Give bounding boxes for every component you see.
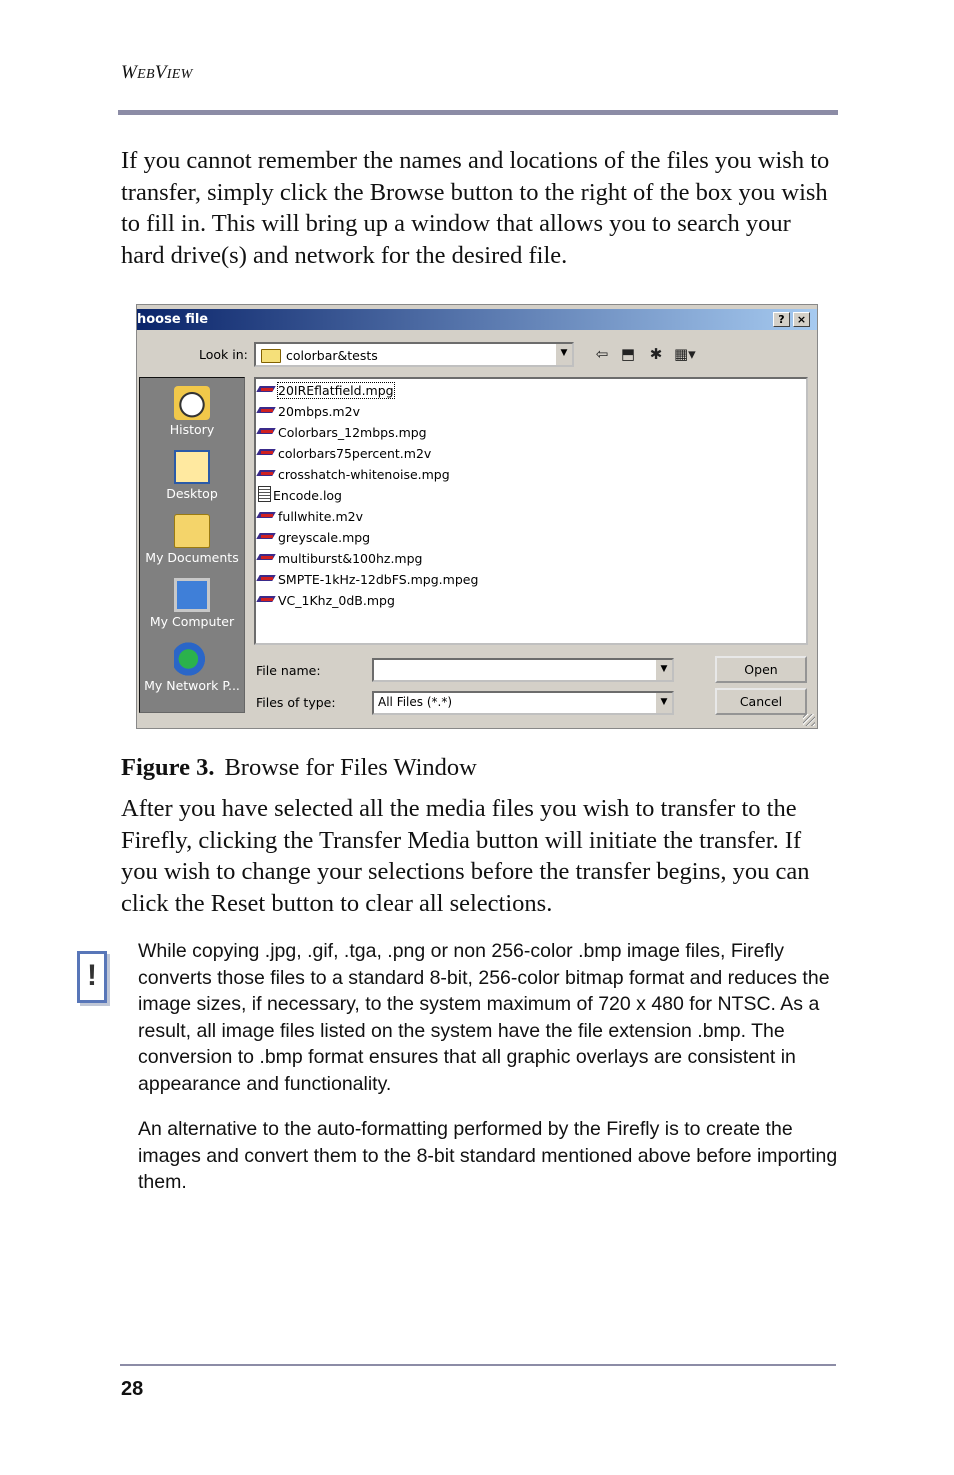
place-label: My Computer bbox=[149, 614, 235, 629]
media-file-icon bbox=[258, 425, 276, 439]
figure-caption-text: Browse for Files Window bbox=[224, 754, 477, 781]
cancel-button[interactable]: Cancel bbox=[715, 688, 807, 715]
media-file-icon bbox=[258, 404, 276, 418]
running-head: WEBVIEW bbox=[121, 62, 193, 83]
file-item[interactable]: 20IREflatfield.mpg bbox=[258, 380, 394, 401]
place-history[interactable] bbox=[140, 386, 244, 437]
chevron-down-icon[interactable]: ▼ bbox=[655, 660, 672, 680]
place-my-computer[interactable] bbox=[140, 578, 244, 629]
note-icon: ! bbox=[77, 951, 107, 1003]
place-my-documents[interactable] bbox=[140, 514, 244, 565]
file-item[interactable]: SMPTE-1kHz-12dbFS.mpg.mpeg bbox=[258, 569, 478, 590]
figure-caption bbox=[121, 752, 477, 783]
note-paragraph-1: While copying .jpg, .gif, .tga, .png or non 256-color .bmp image files, Firefly converts those files to a standard 8-bit, 256-color bitmap format and reduces the image sizes, if necessary, to the system maximum of 720 x 480 for NTSC. As a result, all image files listed on the system have the file extension .bmp. The conversion to .bmp format ensures that all graphic overlays are consistent in appearance and functionality. bbox=[138, 940, 830, 1095]
my-documents-icon bbox=[174, 514, 210, 548]
place-my-network[interactable] bbox=[140, 642, 244, 693]
media-file-icon bbox=[258, 509, 276, 523]
chevron-down-icon[interactable]: ▼ bbox=[655, 693, 672, 713]
up-folder-icon[interactable]: ⬒ bbox=[620, 345, 636, 363]
places-bar bbox=[139, 377, 245, 713]
dialog-titlebar bbox=[137, 309, 817, 330]
back-arrow-icon[interactable]: ⇦ bbox=[595, 345, 609, 363]
files-of-type-label: Files of type: bbox=[256, 695, 336, 710]
file-item[interactable]: multiburst&100hz.mpg bbox=[258, 548, 422, 569]
folder-icon bbox=[261, 349, 281, 363]
media-file-icon bbox=[258, 446, 276, 460]
files-of-type-dropdown[interactable] bbox=[372, 691, 674, 715]
chevron-down-icon[interactable]: ▼ bbox=[555, 344, 572, 365]
file-name-label: File name: bbox=[256, 663, 321, 678]
my-network-icon bbox=[174, 642, 210, 676]
my-computer-icon bbox=[174, 578, 210, 612]
place-label: History bbox=[169, 422, 215, 437]
figure-label: Figure 3. bbox=[121, 754, 215, 781]
media-file-icon bbox=[258, 467, 276, 481]
file-item[interactable]: VC_1Khz_0dB.mpg bbox=[258, 590, 395, 611]
footer-rule bbox=[120, 1364, 836, 1366]
file-item[interactable]: greyscale.mpg bbox=[258, 527, 370, 548]
choose-file-dialog bbox=[136, 304, 818, 729]
open-button[interactable]: Open bbox=[715, 656, 807, 683]
page-number: 28 bbox=[121, 1378, 144, 1400]
help-button[interactable]: ? bbox=[773, 312, 790, 327]
close-button[interactable]: × bbox=[793, 312, 810, 327]
media-file-icon bbox=[258, 530, 276, 544]
files-of-type-value: All Files (*.*) bbox=[378, 695, 453, 709]
file-item[interactable]: colorbars75percent.m2v bbox=[258, 443, 431, 464]
second-paragraph: After you have selected all the media files you wish to transfer to the Firefly, clicking the Transfer Media button will initiate the transfer. If you wish to change your selections before the transfer begins, you can click the Reset button to clear all selections. bbox=[121, 795, 810, 917]
look-in-label: Look in: bbox=[199, 347, 248, 362]
look-in-dropdown[interactable] bbox=[254, 342, 574, 367]
file-name-input[interactable] bbox=[372, 658, 674, 682]
place-label: My Network P... bbox=[144, 678, 240, 693]
dialog-title: hoose file bbox=[137, 312, 209, 327]
text-file-icon bbox=[258, 486, 271, 502]
header-rule bbox=[118, 110, 838, 115]
intro-paragraph: If you cannot remember the names and locations of the files you wish to transfer, simply click the Browse button to the right of the box you wish to fill in. This will bring up a window that allows you to search your hard drive(s) and network for the desired file. bbox=[121, 147, 830, 269]
media-file-icon bbox=[258, 383, 276, 397]
file-list[interactable] bbox=[254, 377, 808, 645]
resize-grip-icon[interactable] bbox=[803, 714, 815, 726]
look-in-value: colorbar&tests bbox=[286, 348, 378, 363]
file-item[interactable]: Encode.log bbox=[258, 485, 342, 506]
file-item[interactable]: fullwhite.m2v bbox=[258, 506, 363, 527]
place-desktop[interactable] bbox=[140, 450, 244, 501]
media-file-icon bbox=[258, 572, 276, 586]
place-label: Desktop bbox=[166, 486, 218, 501]
history-icon bbox=[174, 386, 210, 420]
new-folder-icon[interactable]: ✱ bbox=[649, 345, 663, 363]
view-menu-icon[interactable]: ▦▾ bbox=[674, 345, 696, 363]
media-file-icon bbox=[258, 551, 276, 565]
file-item[interactable]: 20mbps.m2v bbox=[258, 401, 360, 422]
media-file-icon bbox=[258, 593, 276, 607]
file-item[interactable]: Colorbars_12mbps.mpg bbox=[258, 422, 427, 443]
desktop-icon bbox=[174, 450, 210, 484]
note-paragraph-2: An alternative to the auto-formatting performed by the Firefly is to create the images and convert them to the 8-bit standard mentioned above before importing them. bbox=[138, 1118, 838, 1193]
file-item[interactable]: crosshatch-whitenoise.mpg bbox=[258, 464, 450, 485]
place-label: My Documents bbox=[145, 550, 239, 565]
